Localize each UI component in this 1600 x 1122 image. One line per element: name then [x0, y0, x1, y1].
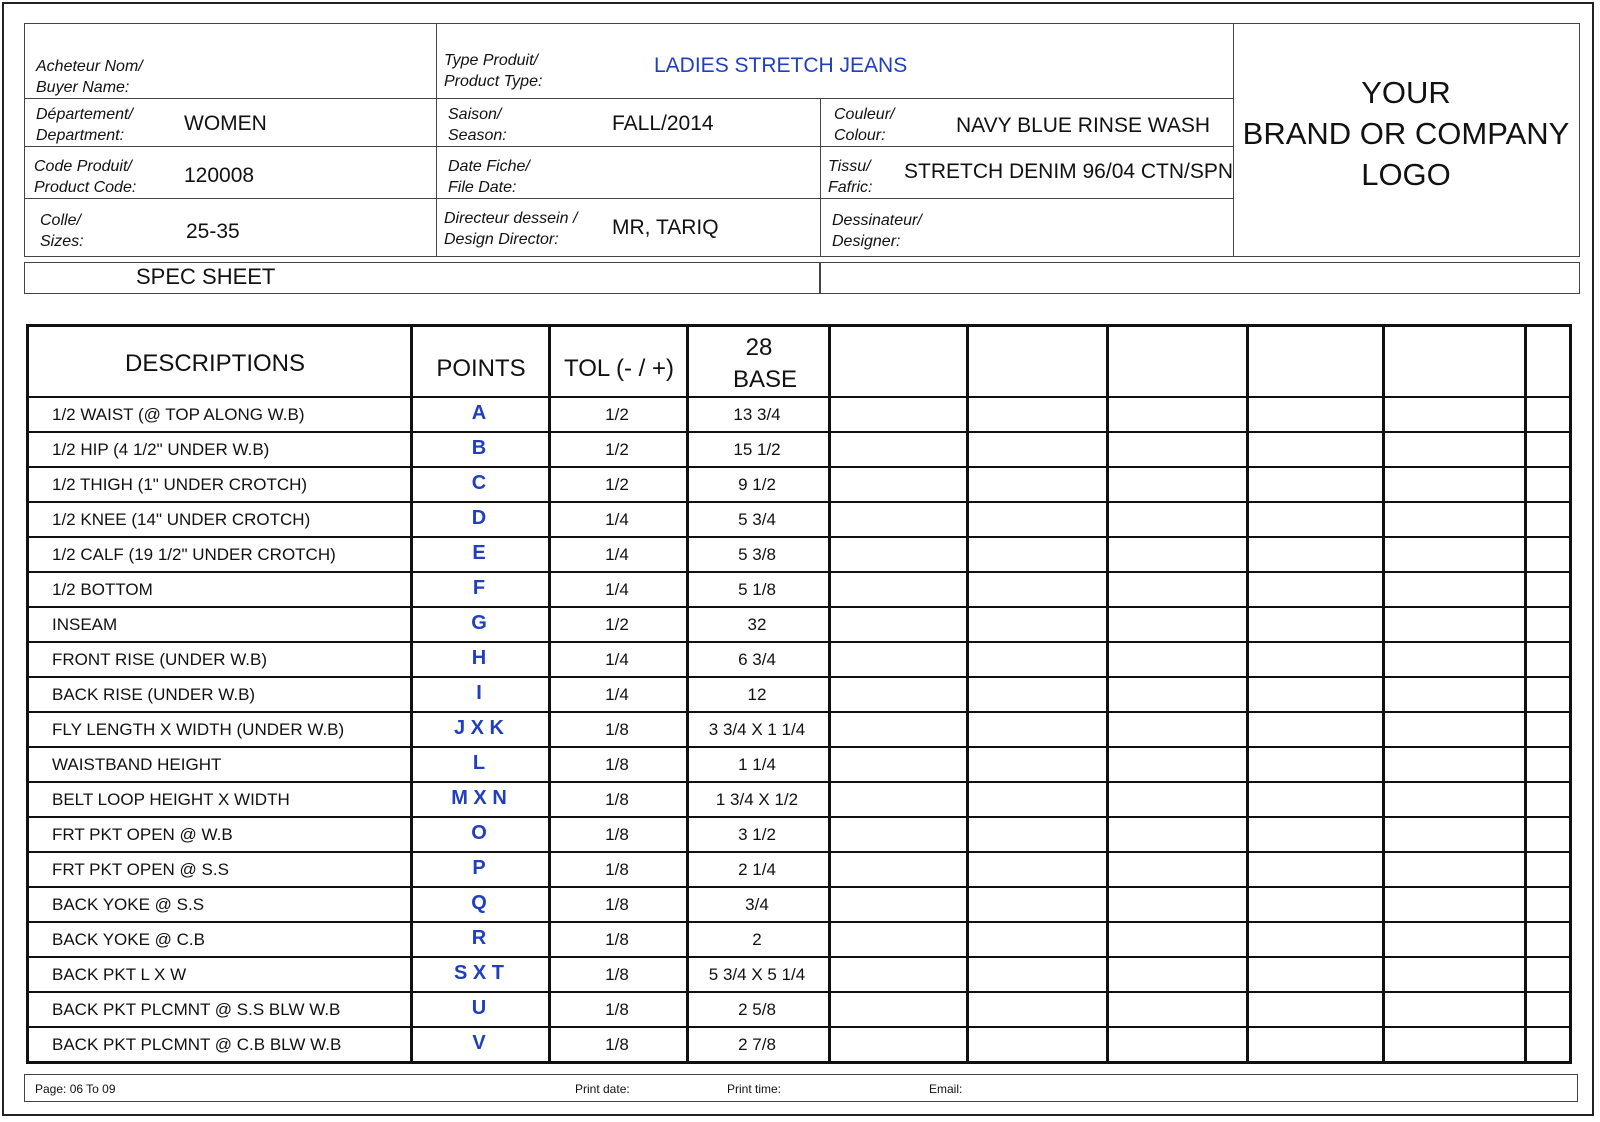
- row-base-value: 1 1/4: [738, 755, 776, 774]
- row-tolerance: 1/8: [605, 720, 629, 739]
- row-base-value: 13 3/4: [733, 405, 781, 424]
- table-column-divider: [966, 324, 969, 1064]
- row-tolerance: 1/8: [605, 825, 629, 844]
- table-column-divider: [1524, 324, 1527, 1064]
- table-row-divider: [26, 816, 1572, 818]
- row-point: C: [471, 472, 487, 494]
- row-description: BACK PKT L X W: [52, 965, 187, 984]
- row-description: INSEAM: [52, 615, 118, 634]
- row-tolerance: 1/8: [605, 790, 629, 809]
- row-point: Q: [471, 892, 487, 914]
- row-point: F: [472, 577, 486, 599]
- row-base-value: 12: [747, 685, 767, 704]
- row-tolerance: 1/2: [605, 405, 629, 424]
- row-base-value: 2 5/8: [738, 1000, 776, 1019]
- row-point: P: [472, 857, 486, 879]
- product-type-label: Type Produit/ Product Type:: [444, 52, 543, 90]
- row-tolerance: 1/4: [605, 580, 629, 599]
- row-point: V: [472, 1032, 486, 1054]
- table-row-divider: [26, 641, 1572, 643]
- table-column-divider: [828, 324, 831, 1064]
- table-row-divider: [26, 1026, 1572, 1028]
- row-base-value: 5 3/4: [738, 510, 776, 529]
- table-column-divider: [1106, 324, 1109, 1064]
- spec-sheet-title: SPEC SHEET: [136, 264, 276, 289]
- row-point: L: [472, 752, 486, 774]
- row-description: BACK RISE (UNDER W.B): [52, 685, 256, 704]
- row-tolerance: 1/8: [605, 930, 629, 949]
- footer-email: Email:: [929, 1082, 963, 1096]
- row-point: J X K: [453, 717, 505, 739]
- row-tolerance: 1/2: [605, 615, 629, 634]
- row-point: M X N: [451, 787, 507, 809]
- row-description: 1/2 WAIST (@ TOP ALONG W.B): [52, 405, 305, 424]
- season-label: Saison/ Season:: [448, 106, 507, 144]
- header-divider: [24, 146, 1233, 147]
- row-description: FRONT RISE (UNDER W.B): [52, 650, 268, 669]
- table-row-divider: [26, 886, 1572, 888]
- row-description: BACK YOKE @ C.B: [52, 930, 205, 949]
- row-base-value: 3/4: [745, 895, 769, 914]
- row-base-value: 1 3/4 X 1/2: [715, 790, 799, 809]
- table-row-divider: [26, 921, 1572, 923]
- row-base-value: 2: [752, 930, 762, 949]
- row-description: 1/2 CALF (19 1/2" UNDER CROTCH): [52, 545, 336, 564]
- row-base-value: 32: [747, 615, 767, 634]
- table-row-divider: [26, 501, 1572, 503]
- row-base-value: 5 3/8: [738, 545, 776, 564]
- header-divider: [820, 98, 821, 257]
- row-description: BACK PKT PLCMNT @ C.B BLW W.B: [52, 1035, 342, 1054]
- row-base-value: 3 3/4 X 1 1/4: [708, 720, 806, 739]
- table-row-divider: [26, 536, 1572, 538]
- footer-page: Page: 06 To 09: [35, 1082, 116, 1096]
- table-row-divider: [26, 956, 1572, 958]
- row-tolerance: 1/8: [605, 1000, 629, 1019]
- row-description: BELT LOOP HEIGHT X WIDTH: [52, 790, 290, 809]
- table-row-divider: [26, 711, 1572, 713]
- row-base-value: 5 1/8: [738, 580, 776, 599]
- season-value: FALL/2014: [612, 112, 714, 135]
- row-base-value: 2 1/4: [738, 860, 776, 879]
- row-point: O: [471, 822, 487, 844]
- table-row-divider: [26, 466, 1572, 468]
- col-header-points: POINTS: [436, 355, 526, 382]
- table-row-divider: [26, 781, 1572, 783]
- fabric-value: STRETCH DENIM 96/04 CTN/SPN: [904, 160, 1234, 183]
- row-description: 1/2 HIP (4 1/2" UNDER W.B): [52, 440, 270, 459]
- footer-bar: [24, 1074, 1578, 1102]
- row-description: WAISTBAND HEIGHT: [52, 755, 222, 774]
- row-base-value: 5 3/4 X 5 1/4: [708, 965, 806, 984]
- table-row-divider: [26, 571, 1572, 573]
- row-tolerance: 1/2: [605, 440, 629, 459]
- table-row-divider: [26, 396, 1572, 398]
- row-point: A: [471, 402, 487, 424]
- table-column-divider: [1246, 324, 1249, 1064]
- sizes-value: 25-35: [186, 220, 240, 243]
- col-header-base: BASE: [732, 366, 798, 393]
- header-divider: [436, 23, 437, 257]
- product-code-label: Code Produit/ Product Code:: [34, 158, 137, 196]
- row-description: 1/2 BOTTOM: [52, 580, 153, 599]
- row-base-value: 6 3/4: [738, 650, 776, 669]
- colour-label: Couleur/ Colour:: [834, 106, 895, 144]
- row-description: 1/2 THIGH (1" UNDER CROTCH): [52, 475, 308, 494]
- row-point: G: [471, 612, 487, 634]
- table-row-divider: [26, 606, 1572, 608]
- row-point: R: [471, 927, 487, 949]
- row-tolerance: 1/4: [605, 510, 629, 529]
- row-point: H: [471, 647, 487, 669]
- footer-print-date: Print date:: [575, 1082, 630, 1096]
- row-tolerance: 1/2: [605, 475, 629, 494]
- row-point: E: [472, 542, 486, 564]
- row-description: FLY LENGTH X WIDTH (UNDER W.B): [52, 720, 345, 739]
- row-tolerance: 1/4: [605, 545, 629, 564]
- design-director-value: MR, TARIQ: [612, 216, 719, 239]
- department-value: WOMEN: [184, 112, 267, 135]
- row-description: 1/2 KNEE (14" UNDER CROTCH): [52, 510, 311, 529]
- row-point: S X T: [453, 962, 504, 984]
- table-row-divider: [26, 746, 1572, 748]
- row-description: FRT PKT OPEN @ W.B: [52, 825, 233, 844]
- colour-value: NAVY BLUE RINSE WASH: [956, 114, 1211, 137]
- row-base-value: 2 7/8: [738, 1035, 776, 1054]
- product-code-value: 120008: [184, 164, 255, 187]
- design-director-label: Directeur dessein / Design Director:: [444, 210, 578, 248]
- sizes-label: Colle/ Sizes:: [40, 212, 84, 250]
- row-base-value: 3 1/2: [738, 825, 776, 844]
- table-row-divider: [26, 431, 1572, 433]
- row-tolerance: 1/8: [605, 860, 629, 879]
- row-tolerance: 1/8: [605, 755, 629, 774]
- table-row-divider: [26, 851, 1572, 853]
- row-point: D: [471, 507, 487, 529]
- col-header-descriptions: DESCRIPTIONS: [124, 350, 306, 377]
- product-type-value: LADIES STRETCH JEANS: [654, 54, 908, 77]
- row-base-value: 9 1/2: [738, 475, 776, 494]
- table-row-divider: [26, 676, 1572, 678]
- row-tolerance: 1/4: [605, 650, 629, 669]
- row-description: BACK PKT PLCMNT @ S.S BLW W.B: [52, 1000, 341, 1019]
- col-header-base-size: 28: [745, 334, 773, 361]
- row-point: B: [471, 437, 487, 459]
- department-label: Département/ Department:: [36, 106, 133, 144]
- header-divider: [1233, 23, 1234, 257]
- row-tolerance: 1/4: [605, 685, 629, 704]
- designer-label: Dessinateur/ Designer:: [832, 212, 922, 250]
- header-divider: [24, 98, 1233, 99]
- col-header-tol: TOL (- / +): [563, 355, 674, 382]
- fabric-label: Tissu/ Fafric:: [828, 158, 873, 196]
- file-date-label: Date Fiche/ File Date:: [448, 158, 530, 196]
- footer-print-time: Print time:: [727, 1082, 782, 1096]
- spec-sheet-bar-right: [820, 262, 1580, 294]
- company-logo-placeholder: YOUR BRAND OR COMPANY LOGO: [1242, 75, 1570, 192]
- row-tolerance: 1/8: [605, 965, 629, 984]
- row-point: U: [471, 997, 487, 1019]
- table-column-divider: [1382, 324, 1385, 1064]
- row-base-value: 15 1/2: [733, 440, 781, 459]
- row-description: BACK YOKE @ S.S: [52, 895, 205, 914]
- table-row-divider: [26, 991, 1572, 993]
- row-point: I: [476, 682, 482, 704]
- header-divider: [24, 198, 1233, 199]
- row-tolerance: 1/8: [605, 895, 629, 914]
- buyer-name-label: Acheteur Nom/ Buyer Name:: [36, 58, 143, 96]
- row-description: FRT PKT OPEN @ S.S: [52, 860, 229, 879]
- row-tolerance: 1/8: [605, 1035, 629, 1054]
